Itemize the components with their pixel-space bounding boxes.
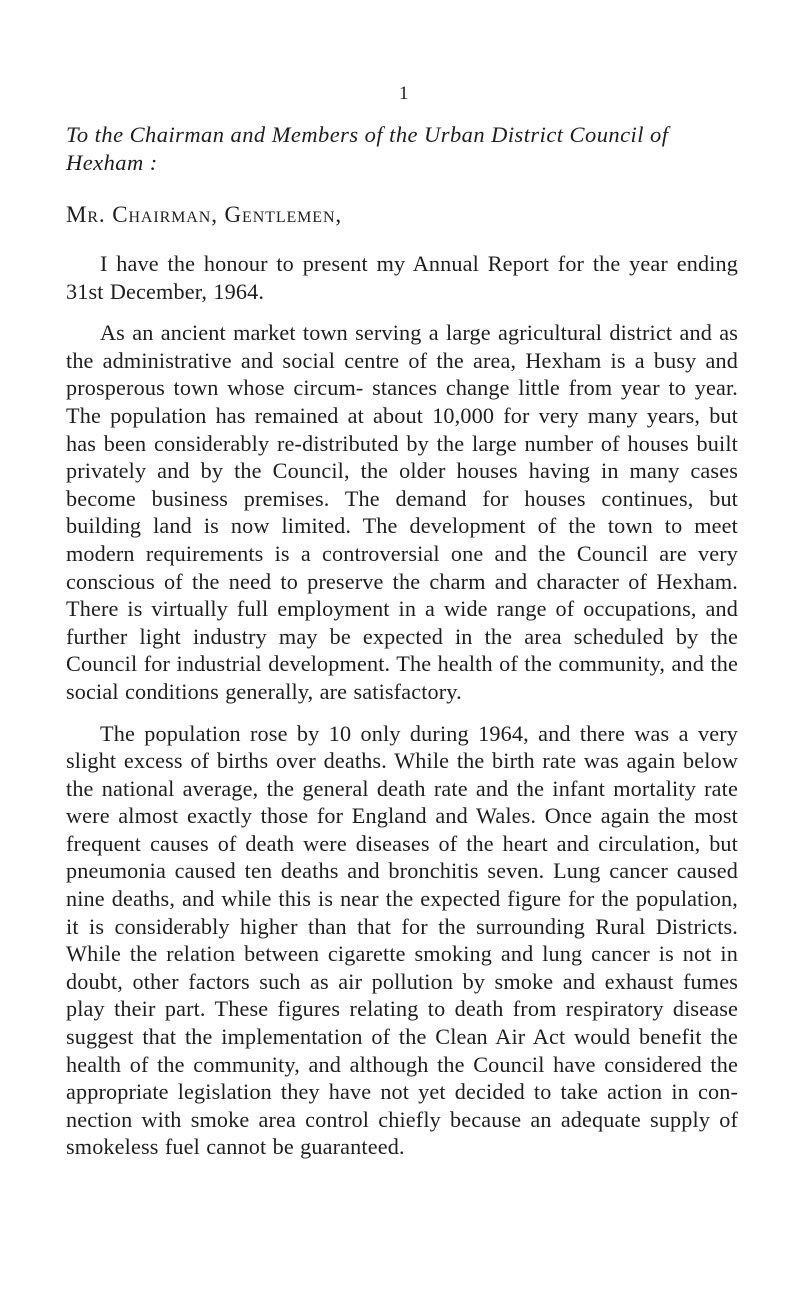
addressee-heading: To the Chairman and Members of the Urban District Council of Hexham : — [66, 122, 669, 175]
salutation-line: Mr. Chairman, Gentlemen, — [66, 202, 343, 227]
paragraph-town-overview: As an ancient market town serving a large agricultural district and as the administrative and social centre of the area, Hexham is a busy and prosperous town whose circum- stances change little from year to year. The population has remained at about 10,000 for very many years, but has been considerably re-distributed by the large number of houses built privately and by the Council, the older houses having in many cases become business premises. The demand for houses continues, but building land is now limited. The development of the town to meet modern requirements is a controversial one and the Council are very conscious of the need to preserve the charm and character of Hexham. There is virtually full employment in a wide range of occupations, and further light industry may be expected in the area scheduled by the Council for industrial development. The health of the community, and the social conditions generally, are satisfactory. — [66, 320, 738, 704]
paragraph-vital-statistics: The population rose by 10 only during 1964, and there was a very slight excess of births over deaths. While the birth rate was again below the national average, the general death rate and the infant mortality rate were almost exactly those for England and Wales. Once again the most frequent causes of death were diseases of the heart and circulation, but pneumonia caused ten deaths and bronchitis seven. Lung cancer caused nine deaths, and while this is near the expected figure for the population, it is considerably higher than that for the surrounding Rural Districts. While the relation between cigarette smoking and lung cancer is not in doubt, other factors such as air pollution by smoke and exhaust fumes play their part. These figures relating to death from respiratory disease suggest that the implementation of the Clean Air Act would benefit the health of the community, and although the Council have considered the appropriate legislation they have not yet decided to take action in con- nection with smoke area control chiefly because an adequate supply of smokeless fuel cannot be guaranteed. — [66, 720, 738, 1160]
paragraph-intro: I have the honour to present my Annual Report for the year ending 31st December, 1964. — [66, 251, 738, 304]
report-body — [66, 250, 738, 1175]
page-number: 1 — [399, 83, 409, 104]
